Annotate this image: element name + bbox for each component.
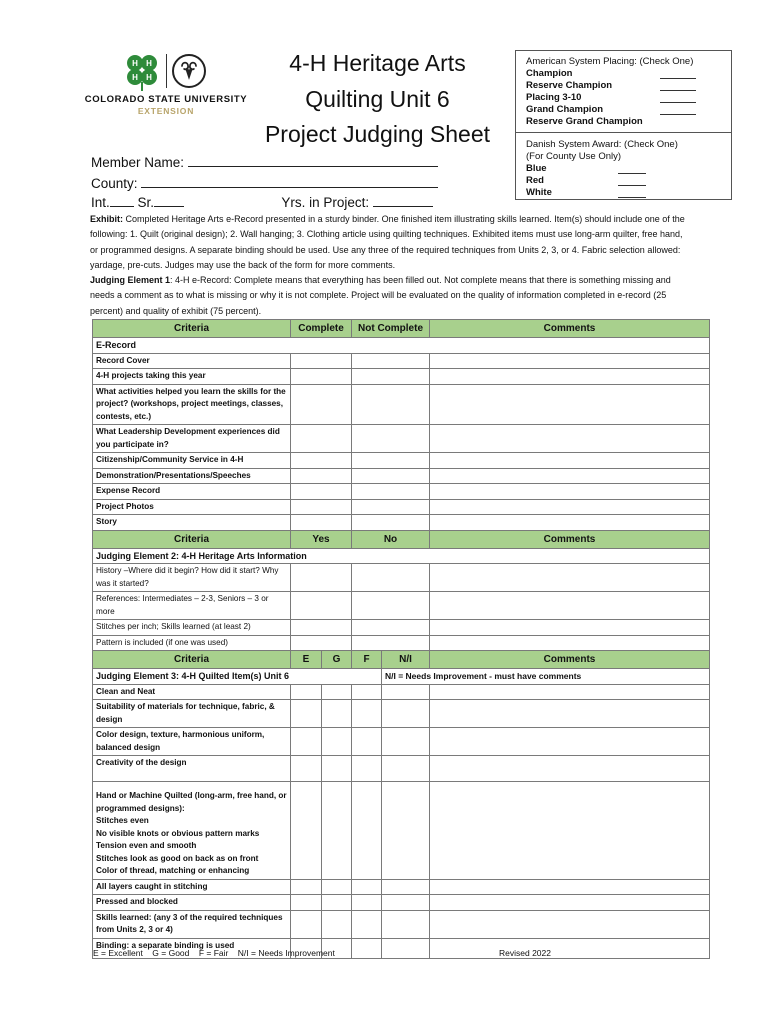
ni-cell[interactable] (382, 728, 430, 756)
e-cell[interactable] (291, 910, 322, 938)
e-cell[interactable] (291, 879, 322, 895)
not-complete-cell[interactable] (352, 499, 430, 515)
header-g: G (322, 651, 352, 669)
f-cell[interactable] (352, 728, 382, 756)
ni-cell[interactable] (382, 879, 430, 895)
header-criteria: Criteria (93, 651, 291, 669)
criteria-cell: 4-H projects taking this year (93, 369, 291, 385)
yes-cell[interactable] (291, 592, 352, 620)
section-title-row (93, 669, 710, 685)
criteria-cell: Clean and Neat (93, 684, 291, 700)
member-name-field[interactable]: Member Name: (91, 154, 438, 170)
svg-text:H: H (132, 73, 138, 82)
section-2-title: Judging Element 2: 4-H Heritage Arts Information (93, 548, 710, 564)
table-row (93, 756, 710, 782)
e-cell[interactable] (291, 700, 322, 728)
not-complete-cell[interactable] (352, 369, 430, 385)
header-yes: Yes (291, 530, 352, 548)
logo-divider (166, 54, 167, 88)
comments-cell[interactable] (430, 782, 710, 880)
csu-extension-logo (80, 50, 255, 120)
criteria-cell: Record Cover (93, 353, 291, 369)
criteria-cell: Story (93, 515, 291, 531)
exhibit-paragraph (90, 212, 690, 273)
f-cell[interactable] (352, 782, 382, 880)
header-ni: N/I (382, 651, 430, 669)
ni-cell[interactable] (382, 782, 430, 880)
ni-cell[interactable] (382, 895, 430, 911)
g-cell[interactable] (322, 700, 352, 728)
table-row (93, 353, 710, 369)
judging-table (92, 319, 710, 959)
comments-cell[interactable] (430, 564, 710, 592)
member-name-line[interactable] (188, 154, 438, 167)
no-cell[interactable] (352, 635, 430, 651)
complete-cell[interactable] (291, 468, 352, 484)
criteria-cell: All layers caught in stitching (93, 879, 291, 895)
table-row (93, 635, 710, 651)
ram-icon (172, 54, 206, 88)
comments-cell[interactable] (430, 620, 710, 636)
yrs-label: Yrs. in Project: (281, 195, 370, 210)
ni-cell[interactable] (382, 684, 430, 700)
table-row (93, 515, 710, 531)
placing-option[interactable]: Reserve Champion (526, 80, 731, 92)
complete-cell[interactable] (291, 384, 352, 425)
header-criteria: Criteria (93, 530, 291, 548)
not-complete-cell[interactable] (352, 425, 430, 453)
comments-cell[interactable] (430, 756, 710, 782)
title-line-1: 4-H Heritage Arts (289, 50, 466, 76)
yrs-line[interactable] (373, 194, 433, 207)
e-cell[interactable] (291, 728, 322, 756)
table-row (93, 895, 710, 911)
criteria-cell: Pattern is included (if one was used) (93, 635, 291, 651)
comments-cell[interactable] (430, 592, 710, 620)
f-cell[interactable] (352, 895, 382, 911)
sr-line[interactable] (154, 194, 184, 207)
logo-extension-text: EXTENSION (137, 106, 195, 116)
placing-option[interactable]: Grand Champion (526, 104, 731, 116)
not-complete-cell[interactable] (352, 484, 430, 500)
comments-cell[interactable] (430, 484, 710, 500)
criteria-cell: Demonstration/Presentations/Speeches (93, 468, 291, 484)
criteria-cell: What activities helped you learn the skills for the project? (workshops, project meetings, classes, contests, etc.) (93, 384, 291, 425)
table-row (93, 384, 710, 425)
g-cell[interactable] (322, 684, 352, 700)
f-cell[interactable] (352, 910, 382, 938)
criteria-cell: Citizenship/Community Service in 4-H (93, 453, 291, 469)
comments-cell[interactable] (430, 938, 710, 958)
table-row (93, 620, 710, 636)
complete-cell[interactable] (291, 453, 352, 469)
not-complete-cell[interactable] (352, 353, 430, 369)
header-f: F (352, 651, 382, 669)
criteria-cell: Creativity of the design (93, 756, 291, 782)
ni-cell[interactable] (382, 910, 430, 938)
header-no: No (352, 530, 430, 548)
svg-text:H: H (146, 73, 152, 82)
exhibit-label: Exhibit: (90, 214, 123, 224)
table-row (93, 684, 710, 700)
table-row (93, 728, 710, 756)
comments-cell[interactable] (430, 468, 710, 484)
placing-option[interactable]: Champion (526, 68, 731, 80)
comments-cell[interactable] (430, 910, 710, 938)
danish-note: (For County Use Only) (526, 151, 622, 162)
footer-revised: Revised 2022 (499, 948, 551, 958)
comments-cell[interactable] (430, 453, 710, 469)
criteria-cell: Pressed and blocked (93, 895, 291, 911)
not-complete-cell[interactable] (352, 468, 430, 484)
placing-option[interactable]: Reserve Grand Champion (526, 116, 643, 127)
title-line-2: Quilting Unit 6 (305, 86, 450, 112)
yes-cell[interactable] (291, 620, 352, 636)
header-complete: Complete (291, 320, 352, 338)
table-row (93, 453, 710, 469)
danish-option[interactable]: White (526, 187, 731, 199)
g-cell[interactable] (322, 879, 352, 895)
judging-element-1-label: Judging Element 1 (90, 275, 171, 285)
comments-cell[interactable] (430, 700, 710, 728)
criteria-cell: History –Where did it begin? How did it start? Why was it started? (93, 564, 291, 592)
section-3-note: N/I = Needs Improvement - must have comments (382, 669, 710, 685)
criteria-cell: Expense Record (93, 484, 291, 500)
section-3-header-row (93, 651, 710, 669)
comments-cell[interactable] (430, 879, 710, 895)
table-row (93, 782, 710, 880)
not-complete-cell[interactable] (352, 515, 430, 531)
ni-cell[interactable] (382, 700, 430, 728)
g-cell[interactable] (322, 756, 352, 782)
g-cell[interactable] (322, 895, 352, 911)
criteria-cell: Suitability of materials for technique, fabric, & design (93, 700, 291, 728)
danish-option[interactable]: Blue (526, 163, 731, 175)
ni-cell[interactable] (382, 756, 430, 782)
section-1-header-row (93, 320, 710, 338)
e-cell[interactable] (291, 782, 322, 880)
table-row (93, 499, 710, 515)
table-row (93, 484, 710, 500)
table-row (93, 879, 710, 895)
header-comments: Comments (430, 530, 710, 548)
comments-cell[interactable] (430, 728, 710, 756)
g-cell[interactable] (322, 782, 352, 880)
criteria-cell: What Leadership Development experiences did you participate in? (93, 425, 291, 453)
judging-element-1-paragraph (90, 273, 690, 319)
logo-university-text: COLORADO STATE UNIVERSITY (84, 94, 248, 105)
danish-heading: Danish System Award: (Check One) (526, 139, 678, 150)
judging-element-1-text: : 4-H e-Record: Complete means that everything has been filled out. Not complete means that there is something missing and needs a comment as to what is missing or why it is not complete. Project will be evaluated on the quality of information completed in e-record (25 percent) and quality of exhibit (75 percent). (90, 275, 671, 316)
e-cell[interactable] (291, 684, 322, 700)
section-title-row (93, 338, 710, 354)
exhibit-text: Completed Heritage Arts e-Record presented in a sturdy binder. One finished item illustrating skills learned. Item(s) should include one of the following: 1. Quilt (original design); 2. Wall hanging; 3. Clothing article using quilting techniques. Exhibited items must use long-arm quilter, free hand, or programmed designs. A separate binding should be used. Use any three of the required techniques from Units 2, 3, or 4. Fabric selection allowed: yardage, pre-cuts. Judges may use the back of the form for more comments. (90, 214, 685, 270)
comments-cell[interactable] (430, 499, 710, 515)
no-cell[interactable] (352, 564, 430, 592)
county-line[interactable] (141, 175, 438, 188)
f-cell[interactable] (352, 700, 382, 728)
criteria-cell: References: Intermediates – 2-3, Seniors – 3 or more (93, 592, 291, 620)
ni-cell[interactable] (382, 938, 430, 958)
no-cell[interactable] (352, 592, 430, 620)
header-criteria: Criteria (93, 320, 291, 338)
criteria-cell: Project Photos (93, 499, 291, 515)
complete-cell[interactable] (291, 499, 352, 515)
age-division-field[interactable]: Int. Sr. Yrs. in Project: (91, 194, 433, 210)
section-title-row (93, 548, 710, 564)
table-row (93, 564, 710, 592)
table-row (93, 369, 710, 385)
comments-cell[interactable] (430, 635, 710, 651)
comments-cell[interactable] (430, 425, 710, 453)
title-line-3: Project Judging Sheet (264, 121, 491, 147)
no-cell[interactable] (352, 620, 430, 636)
county-field[interactable]: County: (91, 175, 438, 191)
footer-legend: E = Excellent G = Good F = Fair N/I = Needs Improvement (93, 948, 335, 958)
criteria-cell: Binding: a separate binding is used (93, 938, 291, 958)
complete-cell[interactable] (291, 484, 352, 500)
comments-cell[interactable] (430, 369, 710, 385)
g-cell[interactable] (322, 910, 352, 938)
f-cell[interactable] (352, 756, 382, 782)
table-row (93, 425, 710, 453)
header-not-complete: Not Complete (352, 320, 430, 338)
four-h-clover-icon (122, 52, 162, 92)
american-heading: American System Placing: (Check One) (526, 56, 694, 67)
comments-cell[interactable] (430, 515, 710, 531)
comments-cell[interactable] (430, 895, 710, 911)
int-line[interactable] (110, 194, 134, 207)
f-cell[interactable] (352, 938, 382, 958)
criteria-cell: Hand or Machine Quilted (long-arm, free hand, or programmed designs): Stitches even No visible knots or obvious pattern marks Tension even and smooth Stitches look as good on back as on front Color of thread, matching or enhancing (93, 782, 291, 880)
e-cell[interactable] (291, 756, 322, 782)
not-complete-cell[interactable] (352, 384, 430, 425)
table-row (93, 910, 710, 938)
complete-cell[interactable] (291, 515, 352, 531)
criteria-cell: Color design, texture, harmonious uniform, balanced design (93, 728, 291, 756)
complete-cell[interactable] (291, 369, 352, 385)
header-e: E (291, 651, 322, 669)
table-row (93, 700, 710, 728)
f-cell[interactable] (352, 879, 382, 895)
complete-cell[interactable] (291, 353, 352, 369)
section-1-title: E-Record (93, 338, 710, 354)
complete-cell[interactable] (291, 425, 352, 453)
header-comments: Comments (430, 320, 710, 338)
header-comments: Comments (430, 651, 710, 669)
placing-box (515, 50, 732, 200)
svg-text:H: H (146, 59, 152, 68)
comments-cell[interactable] (430, 684, 710, 700)
table-row (93, 468, 710, 484)
comments-cell[interactable] (430, 384, 710, 425)
f-cell[interactable] (352, 684, 382, 700)
yes-cell[interactable] (291, 635, 352, 651)
yes-cell[interactable] (291, 564, 352, 592)
svg-text:H: H (132, 59, 138, 68)
table-row (93, 592, 710, 620)
danish-option[interactable]: Red (526, 175, 731, 187)
comments-cell[interactable] (430, 353, 710, 369)
g-cell[interactable] (322, 728, 352, 756)
criteria-cell: Skills learned: (any 3 of the required techniques from Units 2, 3 or 4) (93, 910, 291, 938)
criteria-cell: Stitches per inch; Skills learned (at least 2) (93, 620, 291, 636)
section-2-header-row (93, 530, 710, 548)
not-complete-cell[interactable] (352, 453, 430, 469)
e-cell[interactable] (291, 895, 322, 911)
placing-option[interactable]: Placing 3-10 (526, 92, 731, 104)
section-3-title: Judging Element 3: 4-H Quilted Item(s) Unit 6 (93, 669, 382, 685)
